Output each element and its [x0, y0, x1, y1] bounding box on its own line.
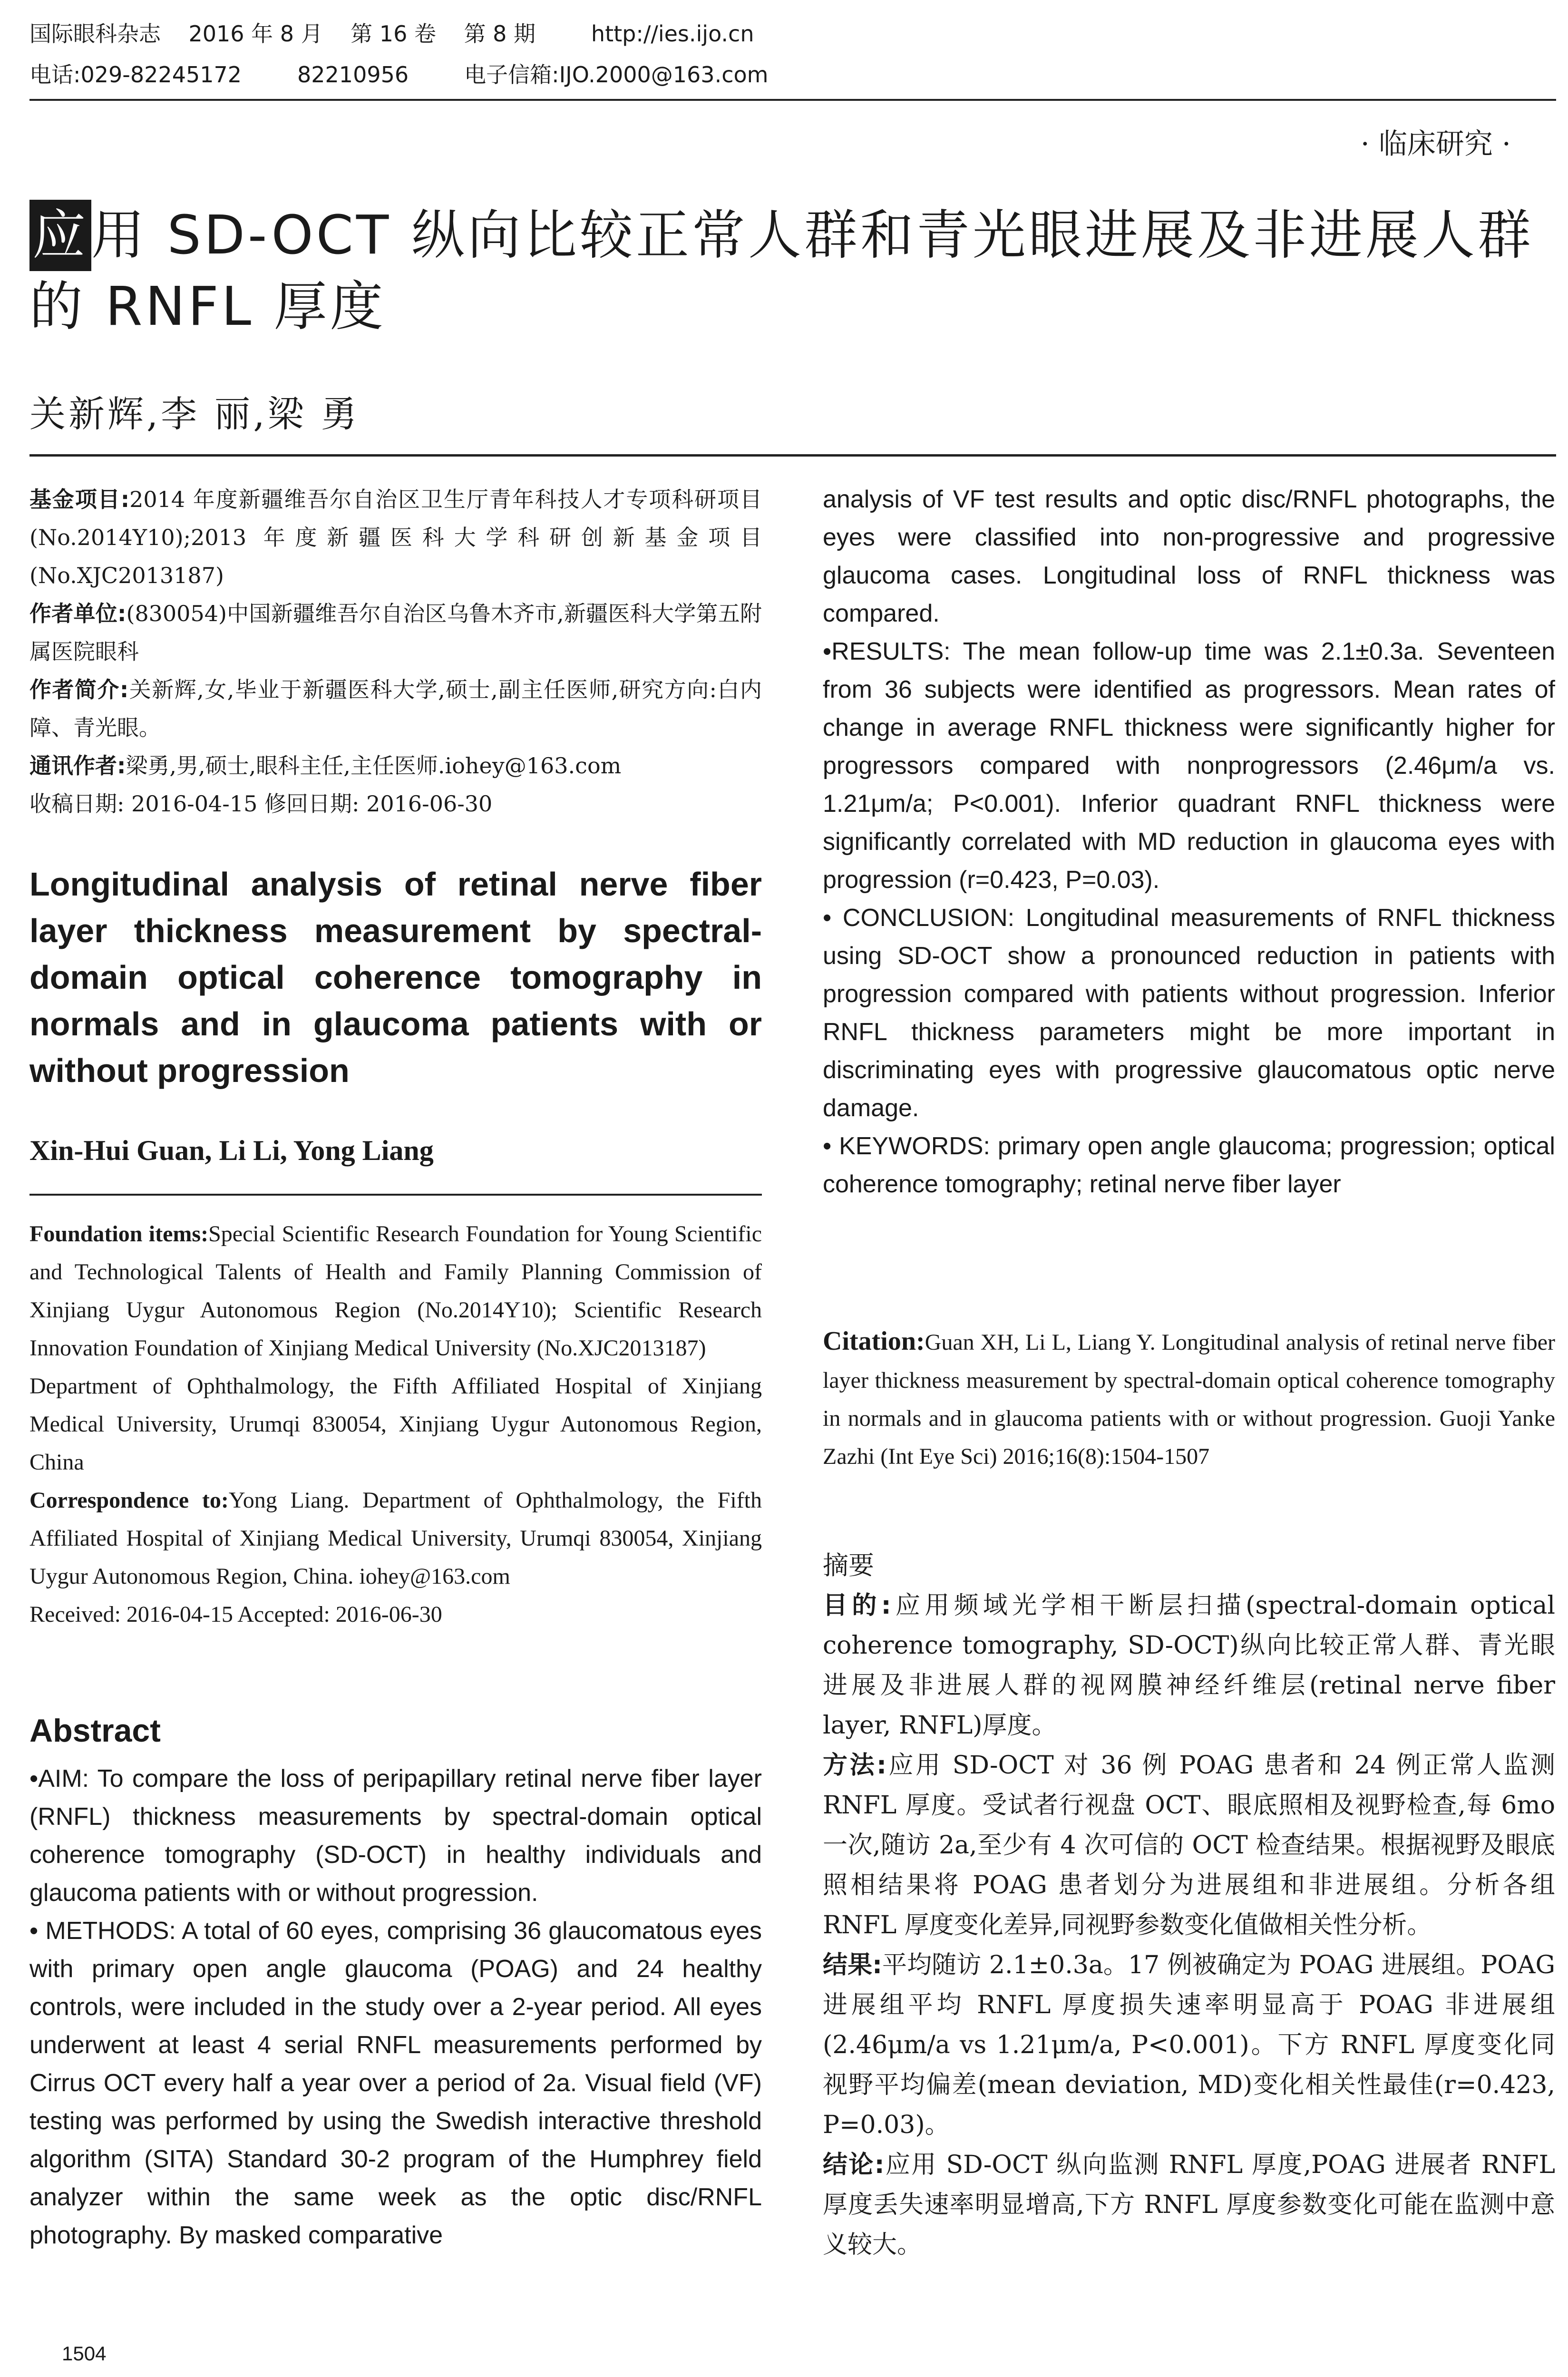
abstract-methods: • METHODS: A total of 60 eyes, comprising 36 glaucomatous eyes with primary open angle glaucoma (POAG) and 24 healthy controls, were included in the study over a 2-year period. All eyes underwent at least 4 serial RNFL measurements performed by Cirrus OCT every half a year over a period of 2a. Visual field (VF) testing was performed by using the Swedish interactive threshold algorithm (SITA) Standard 30-2 program of the Humphrey field analyzer within the same week as the optic disc/RNFL photography. By masked comparative: [29, 1917, 762, 2249]
cn-corr: [29, 747, 762, 785]
cn-conclusion-label: 结论:: [823, 2151, 885, 2179]
en-corr-label: Correspondence to:: [29, 1488, 229, 1513]
header-divider: [29, 99, 1556, 101]
cn-corr-label: 通讯作者:: [29, 753, 126, 779]
cn-bio-text: 关新辉,女,毕业于新疆医科大学,硕士,副主任医师,研究方向:白内障、青光眼。: [29, 677, 762, 740]
cn-abstract-methods: [823, 1745, 1555, 1945]
cn-bio: [29, 671, 762, 747]
cn-foundation-label: 基金项目:: [29, 487, 130, 512]
title-divider: [29, 454, 1556, 457]
abstract-keywords: • KEYWORDS: primary open angle glaucoma; progression; optical coherence tomography; retinal nerve fiber layer: [823, 1132, 1555, 1198]
en-foundation: [29, 1215, 762, 1367]
cn-corr-text: 梁勇,男,硕士,眼科主任,主任医师.iohey@163.com: [126, 753, 622, 779]
english-title: Longitudinal analysis of retinal nerve fiber layer thickness measurement by spectral-domain optical coherence tomography in normals and in glaucoma patients with or without progression: [29, 866, 762, 1089]
citation-block: [823, 1322, 1555, 1476]
cn-abstract-results: [823, 1945, 1555, 2145]
abstract-methods-cont: analysis of VF test results and optic disc/RNFL photographs, the eyes were classified into non-progressive and progressive glaucoma cases. Longitudinal loss of RNFL thickness was compared.: [823, 486, 1555, 627]
journal-header-line2: 电话:029-82245172 82210956 电子信箱:IJO.2000@163.com: [29, 62, 769, 88]
cn-received: 收稿日期: 2016-04-15 修回日期: 2016-06-30: [29, 791, 493, 817]
en-corr: [29, 1481, 762, 1596]
abstract-heading: Abstract: [29, 1713, 161, 1749]
cn-methods-label: 方法:: [823, 1751, 886, 1780]
title-rest: 用 SD-OCT 纵向比较正常人群和青光眼进展及非进展人群的 RNFL 厚度: [29, 205, 1534, 338]
abstract-aim: •AIM: To compare the loss of peripapillary retinal nerve fiber layer (RNFL) thickness measurements by spectral-domain optical coherence tomography (SD-OCT) in healthy individuals and glaucoma patients with or without progression.: [29, 1765, 762, 1907]
citation-label: Citation:: [823, 1326, 925, 1356]
article-title: [29, 200, 1551, 342]
cn-unit: [29, 594, 762, 671]
cn-unit-label: 作者单位:: [29, 601, 127, 626]
cn-bio-label: 作者简介:: [29, 677, 129, 702]
en-department: Department of Ophthalmology, the Fifth Affiliated Hospital of Xinjiang Medical University, Urumqi 830054, Xinjiang Uygur Autonomous Region, China: [29, 1374, 762, 1475]
cn-foundation-text: 2014 年度新疆维吾尔自治区卫生厅青年科技人才专项科研项目(No.2014Y10);2013 年度新疆医科大学科研创新基金项目(No.XJC2013187): [29, 487, 762, 588]
cn-aim-label: 目的:: [823, 1591, 891, 1620]
abstract-right-block: [823, 480, 1555, 1203]
authors-cn: 关新辉,李 丽,梁 勇: [29, 393, 360, 435]
page-number: 1504: [62, 2342, 107, 2365]
cn-conclusion-text: 应用 SD-OCT 纵向监测 RNFL 厚度,POAG 进展者 RNFL 厚度丢失速率明显增高,下方 RNFL 厚度参数变化可能在监测中意义较大。: [823, 2151, 1555, 2259]
en-foundation-label: Foundation items:: [29, 1221, 209, 1247]
abstract-results: •RESULTS: The mean follow-up time was 2.1±0.3a. Seventeen from 36 subjects were identified as progressors. Mean rates of change in average RNFL thickness were significantly higher for progressors compared with nonprogressors (2.46μm/a vs. 1.21μm/a; P<0.001). Inferior quadrant RNFL thickness were significantly correlated with MD reduction in glaucoma eyes with progression (r=0.423, P=0.03).: [823, 638, 1555, 894]
cn-abstract-block: [823, 1546, 1555, 2265]
abstract-left-block: [29, 1760, 762, 2254]
title-first-char: 应: [29, 200, 91, 271]
citation-text: Guan XH, Li L, Liang Y. Longitudinal analysis of retinal nerve fiber layer thickness measurement by spectral-domain optical coherence tomography in normals and in glaucoma patients with or without progression. Guoji Yanke Zazhi (Int Eye Sci) 2016;16(8):1504-1507: [823, 1330, 1555, 1469]
en-corr-text: Yong Liang. Department of Ophthalmology, the Fifth Affiliated Hospital of Xinjiang Medical University, Urumqi 830054, Xinjiang Uygur Autonomous Region, China. iohey@163.com: [29, 1488, 762, 1589]
cn-aim-text: 应用频域光学相干断层扫描(spectral-domain optical coherence tomography, SD-OCT)纵向比较正常人群、青光眼进展及非进展人群的视网膜神经纤维层(retinal nerve fiber layer, RNFL)厚度。: [823, 1591, 1556, 1740]
en-received: Received: 2016-04-15 Accepted: 2016-06-30: [29, 1602, 442, 1627]
cn-info-block: [29, 480, 762, 823]
cn-abstract-aim: [823, 1586, 1555, 1745]
cn-abstract-heading: 摘要: [823, 1550, 874, 1580]
cn-foundation: [29, 480, 762, 594]
cn-abstract-conclusion: [823, 2145, 1555, 2265]
cn-unit-text: (830054)中国新疆维吾尔自治区乌鲁木齐市,新疆医科大学第五附属医院眼科: [29, 601, 762, 664]
en-foundation-text: Special Scientific Research Foundation for Young Scientific and Technological Talents of Health and Family Planning Commission of Xinjiang Uygur Autonomous Region (No.2014Y10); Scientific Research Innovation Foundation of Xinjiang Medical University (No.XJC2013187): [29, 1221, 762, 1361]
journal-header-line1: 国际眼科杂志 2016 年 8 月 第 16 卷 第 8 期 http://ies.ijo.cn: [29, 21, 754, 47]
section-tag: · 临床研究 ·: [1360, 127, 1511, 161]
cn-methods-text: 应用 SD-OCT 对 36 例 POAG 患者和 24 例正常人监测 RNFL 厚度。受试者行视盘 OCT、眼底照相及视野检查,每 6mo 一次,随访 2a,至少有 4 次可信的 OCT 检查结果。根据视野及眼底照相结果将 POAG 患者划分为进展组和非进展组。分析各组 RNFL 厚度变化差异,同视野参数变化值做相关性分析。: [823, 1751, 1556, 1939]
en-info-block: [29, 1215, 762, 1634]
cn-results-text: 平均随访 2.1±0.3a。17 例被确定为 POAG 进展组。POAG 进展组平均 RNFL 厚度损失速率明显高于 POAG 非进展组(2.46μm/a vs 1.21μm/a, P<0.001)。下方 RNFL 厚度变化同视野平均偏差(mean deviation, MD)变化相关性最佳(r=0.423, P=0.03)。: [823, 1951, 1555, 2139]
cn-results-label: 结果:: [823, 1951, 882, 1979]
english-authors: Xin-Hui Guan, Li Li, Yong Liang: [29, 1135, 434, 1166]
authors-divider: [29, 1194, 762, 1196]
abstract-conclusion: • CONCLUSION: Longitudinal measurements of RNFL thickness using SD-OCT show a pronounced reduction in patients with progression compared with patients without progression. Inferior RNFL thickness parameters might be more important in discriminating eyes with progressive glaucomatous optic nerve damage.: [823, 904, 1555, 1122]
